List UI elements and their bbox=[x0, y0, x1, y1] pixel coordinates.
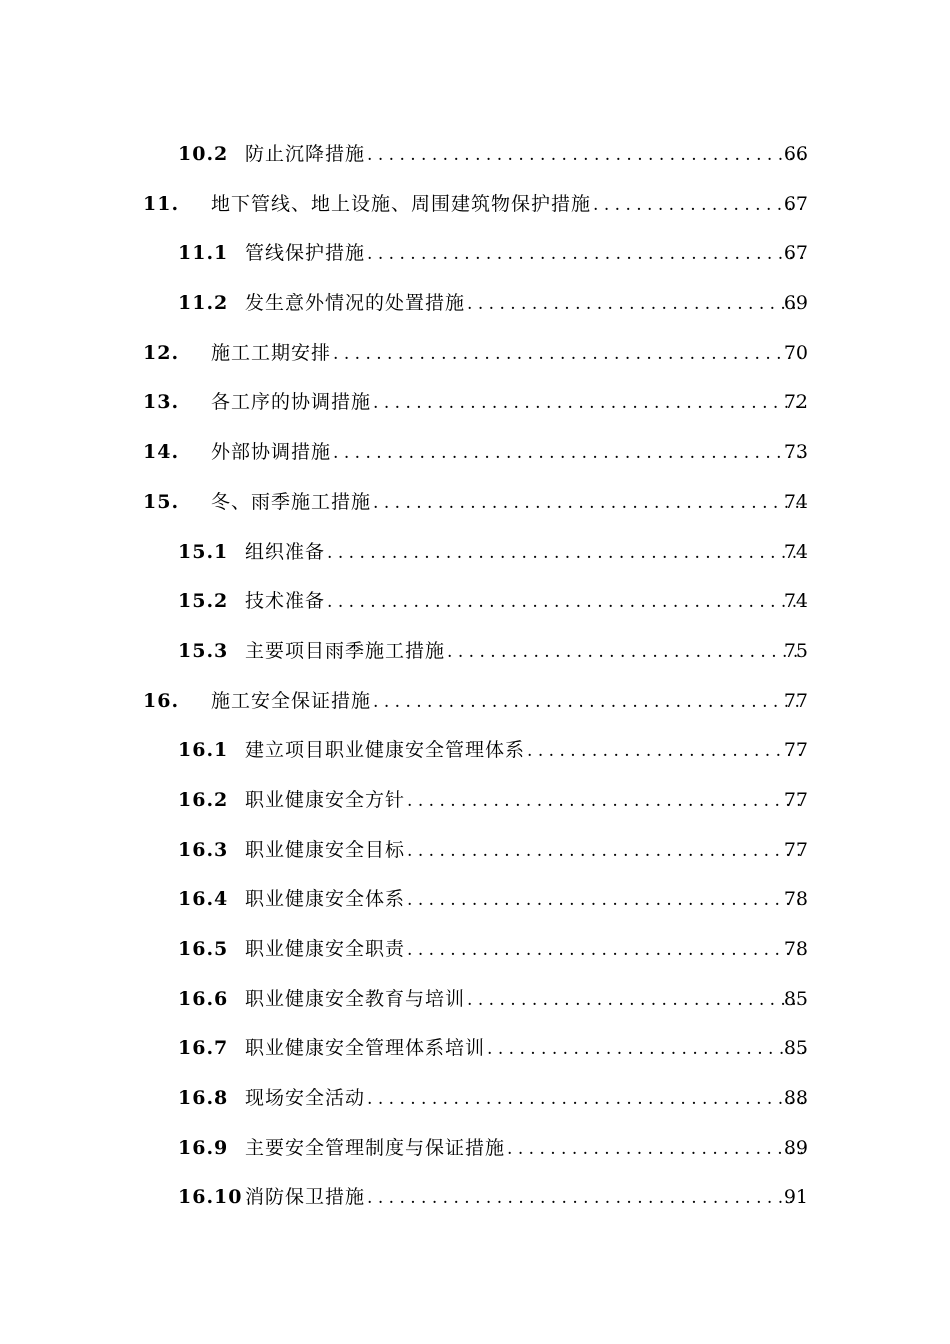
toc-entry-title-line bbox=[245, 1135, 804, 1161]
toc-entry[interactable] bbox=[0, 872, 950, 922]
toc-entry[interactable] bbox=[0, 127, 950, 177]
toc-entry-number: 15. bbox=[143, 490, 180, 513]
toc-entry-title-line bbox=[245, 837, 804, 863]
toc-entry-title-line bbox=[245, 1085, 804, 1111]
toc-entry-title-line bbox=[211, 191, 804, 217]
toc-entry[interactable] bbox=[0, 823, 950, 873]
dot-leader bbox=[407, 887, 804, 912]
toc-entry-title: 建立项目职业健康安全管理体系 bbox=[245, 739, 526, 762]
dot-leader bbox=[447, 639, 804, 664]
toc-entry-page: 75 bbox=[783, 639, 808, 662]
toc-entry-number: 16.7 bbox=[178, 1037, 229, 1060]
toc-entry-title: 职业健康安全目标 bbox=[245, 838, 406, 861]
toc-entry-number: 16.9 bbox=[178, 1136, 229, 1159]
toc-entry-title-line bbox=[245, 1035, 804, 1061]
toc-entry-title: 防止沉降措施 bbox=[245, 143, 366, 165]
toc-entry[interactable] bbox=[0, 276, 950, 326]
toc-entry-number: 15.1 bbox=[178, 540, 229, 563]
toc-entry-number: 16.4 bbox=[178, 888, 229, 911]
toc-entry-number: 13. bbox=[143, 391, 180, 414]
toc-entry-title-line bbox=[245, 539, 804, 565]
dot-leader bbox=[527, 738, 804, 763]
dot-leader bbox=[487, 1036, 804, 1061]
toc-entry-page: 77 bbox=[783, 739, 808, 762]
toc-entry-title-line bbox=[245, 141, 804, 167]
toc-entry-title: 组织准备 bbox=[245, 540, 326, 563]
toc-entry-page: 67 bbox=[783, 242, 808, 265]
toc-entry[interactable] bbox=[0, 972, 950, 1022]
toc-entry-number: 16. bbox=[143, 689, 180, 712]
dot-leader bbox=[467, 291, 804, 316]
toc-entry-title: 职业健康安全管理体系培训 bbox=[245, 1037, 486, 1060]
toc-entry-title-line bbox=[245, 936, 804, 962]
toc-entry[interactable] bbox=[0, 624, 950, 674]
toc-entry-page: 91 bbox=[783, 1186, 808, 1209]
dot-leader bbox=[373, 390, 804, 415]
dot-leader bbox=[407, 788, 804, 813]
toc-entry-number: 10.2 bbox=[178, 143, 229, 165]
toc-entry-page: 73 bbox=[783, 441, 808, 464]
toc-entry-page: 78 bbox=[783, 888, 808, 911]
dot-leader bbox=[407, 838, 804, 863]
toc-entry-title-line bbox=[245, 886, 804, 912]
toc-entry-number: 15.3 bbox=[178, 639, 229, 662]
toc-entry-title-line bbox=[245, 737, 804, 763]
toc-entry-page: 74 bbox=[783, 490, 808, 513]
toc-entry-title: 技术准备 bbox=[245, 590, 326, 613]
dot-leader bbox=[367, 241, 804, 266]
toc-entry-title: 地下管线、地上设施、周围建筑物保护措施 bbox=[211, 192, 592, 215]
toc-entry-title: 消防保卫措施 bbox=[245, 1186, 366, 1209]
toc-entry-title: 主要安全管理制度与保证措施 bbox=[245, 1136, 506, 1159]
toc-entry[interactable] bbox=[0, 773, 950, 823]
toc-entry-number: 11. bbox=[143, 192, 180, 215]
toc-entry-title: 职业健康安全方针 bbox=[245, 788, 406, 811]
toc-entry-page: 74 bbox=[783, 540, 808, 563]
toc-entry-page: 66 bbox=[783, 143, 808, 165]
dot-leader bbox=[373, 490, 804, 515]
toc-entry-title: 现场安全活动 bbox=[245, 1087, 366, 1110]
dot-leader bbox=[367, 142, 804, 167]
dot-leader bbox=[327, 540, 804, 565]
toc-entry-title: 冬、雨季施工措施 bbox=[211, 490, 372, 513]
toc-entry-number: 16.1 bbox=[178, 739, 229, 762]
toc-entry-title: 发生意外情况的处置措施 bbox=[245, 292, 466, 315]
toc-entry-title-line bbox=[211, 439, 804, 465]
dot-leader bbox=[407, 937, 804, 962]
toc-entry-number: 11.1 bbox=[178, 242, 229, 265]
dot-leader bbox=[467, 987, 804, 1012]
toc-entry[interactable] bbox=[0, 1170, 950, 1220]
toc-entry-page: 88 bbox=[783, 1087, 808, 1110]
dot-leader bbox=[333, 440, 804, 465]
toc-entry-number: 16.3 bbox=[178, 838, 229, 861]
toc-entry-title: 各工序的协调措施 bbox=[211, 391, 372, 414]
toc-entry-title-line bbox=[245, 638, 804, 664]
toc-entry-page: 69 bbox=[783, 292, 808, 315]
toc-entry-title-line bbox=[211, 489, 804, 515]
toc-entry-page: 78 bbox=[783, 938, 808, 960]
dot-leader bbox=[507, 1136, 804, 1161]
toc-entry[interactable] bbox=[0, 574, 950, 624]
toc-entry[interactable] bbox=[0, 1121, 950, 1171]
toc-entry-title: 管线保护措施 bbox=[245, 242, 366, 265]
toc-entry-title: 职业健康安全体系 bbox=[245, 888, 406, 911]
toc-entry-title: 外部协调措施 bbox=[211, 441, 332, 464]
toc-entry-title: 主要项目雨季施工措施 bbox=[245, 639, 446, 662]
toc-entry-number: 16.10 bbox=[178, 1186, 243, 1209]
toc-entry-page: 67 bbox=[783, 192, 808, 215]
toc-entry-page: 89 bbox=[783, 1136, 808, 1159]
toc-entry-title-line bbox=[245, 787, 804, 813]
toc-entry[interactable] bbox=[0, 723, 950, 773]
toc-entry[interactable] bbox=[0, 375, 950, 425]
toc-entry-number: 14. bbox=[143, 441, 180, 464]
toc-entry-page: 77 bbox=[783, 838, 808, 861]
toc-entry[interactable] bbox=[0, 475, 950, 525]
toc-entry-page: 70 bbox=[783, 341, 808, 364]
toc-entry-number: 16.8 bbox=[178, 1087, 229, 1110]
toc-entry[interactable] bbox=[0, 326, 950, 376]
dot-leader bbox=[367, 1185, 804, 1210]
toc-entry-title: 职业健康安全职责 bbox=[245, 938, 406, 960]
dot-leader bbox=[367, 1086, 804, 1111]
toc-entry[interactable] bbox=[0, 922, 950, 972]
toc-entry-title: 职业健康安全教育与培训 bbox=[245, 987, 466, 1010]
toc-entry[interactable] bbox=[0, 1021, 950, 1071]
toc-entry-number: 16.2 bbox=[178, 788, 229, 811]
toc-entry-title-line bbox=[211, 688, 804, 714]
toc-entry-number: 16.6 bbox=[178, 987, 229, 1010]
toc-entry-number: 12. bbox=[143, 341, 180, 364]
toc-entry-title-line bbox=[245, 1184, 804, 1210]
toc-entry-page: 74 bbox=[783, 590, 808, 613]
toc-entry-title-line bbox=[245, 588, 804, 614]
toc-entry[interactable] bbox=[0, 674, 950, 724]
toc-entry[interactable] bbox=[0, 1071, 950, 1121]
toc-entry-title-line bbox=[245, 986, 804, 1012]
toc-entry-number: 15.2 bbox=[178, 590, 229, 613]
toc-entry-page: 77 bbox=[783, 788, 808, 811]
toc-entry-page: 72 bbox=[783, 391, 808, 414]
dot-leader bbox=[593, 192, 804, 217]
toc-entry-page: 85 bbox=[783, 987, 808, 1010]
dot-leader bbox=[373, 689, 804, 714]
toc-entry-title-line bbox=[211, 389, 804, 415]
toc-entry-title: 施工安全保证措施 bbox=[211, 689, 372, 712]
toc-entry[interactable] bbox=[0, 226, 950, 276]
toc-entry-number: 16.5 bbox=[178, 938, 229, 960]
toc-entry[interactable] bbox=[0, 525, 950, 575]
toc-entry-page: 77 bbox=[783, 689, 808, 712]
table-of-contents bbox=[0, 127, 950, 1220]
toc-entry-page: 85 bbox=[783, 1037, 808, 1060]
toc-entry-title-line bbox=[245, 240, 804, 266]
dot-leader bbox=[327, 589, 804, 614]
toc-entry-title-line bbox=[245, 290, 804, 316]
toc-entry[interactable] bbox=[0, 177, 950, 227]
toc-entry-title-line bbox=[211, 340, 804, 366]
toc-entry-number: 11.2 bbox=[178, 292, 229, 315]
dot-leader bbox=[333, 341, 804, 366]
toc-entry[interactable] bbox=[0, 425, 950, 475]
toc-entry-title: 施工工期安排 bbox=[211, 341, 332, 364]
